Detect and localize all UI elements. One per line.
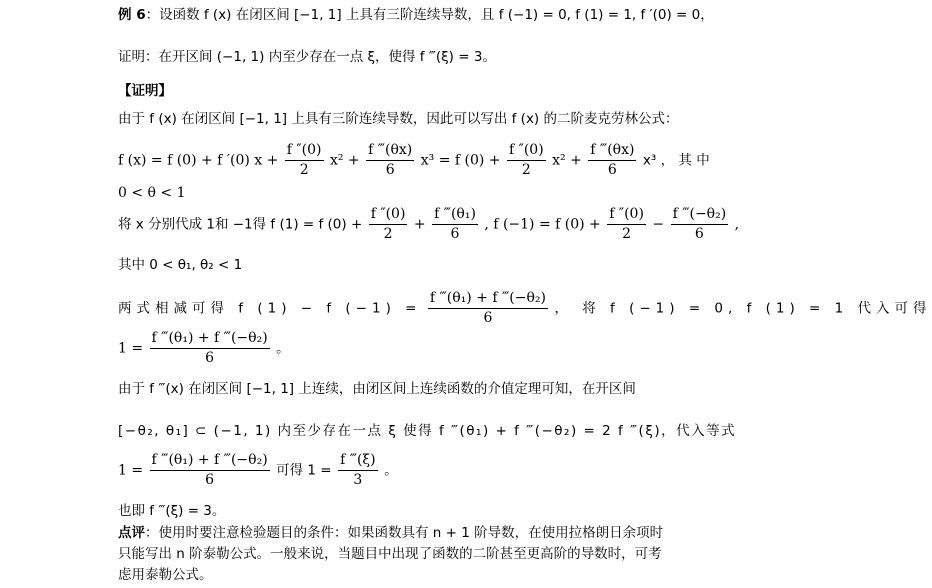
problem-label: 例 6 (118, 7, 146, 23)
formula-part: x³ = f (0) + (420, 152, 501, 169)
formula-part: , f (−1) = f (0) + (484, 216, 601, 233)
final-substitution (118, 452, 398, 489)
fraction (285, 142, 324, 179)
comment-line-2: 只能写出 n 阶泰勒公式。一般来说，当题目中出现了函数的二阶甚至更高阶的导数时，可考 (118, 546, 662, 562)
numerator: f ″(0) (507, 142, 546, 161)
comment-text: ：使用时要注意检验题目的条件：如果函数具有 n + 1 阶导数，在使用拉格朗日余项时 (145, 525, 664, 541)
comment-line-3: 虑用泰勒公式。 (118, 567, 213, 583)
numerator: f ‴(θ₁) + f ‴(−θ₂) (428, 290, 548, 309)
numerator: f ‴(θx) (588, 142, 636, 161)
substitution-formula (118, 206, 739, 243)
theta-conditions: 其中 0 < θ₁, θ₂ < 1 (118, 257, 243, 273)
result-formula (118, 330, 290, 367)
proof-intro: 由于 f (x) 在闭区间 [−1, 1] 上具有三阶连续导数，因此可以写出 f (x) 的二阶麦克劳林公式： (118, 111, 679, 127)
formula-part: − (652, 216, 665, 233)
fraction (366, 142, 414, 179)
fraction (671, 206, 729, 243)
denominator: 6 (450, 226, 460, 242)
denominator: 6 (607, 162, 617, 178)
subtraction-formula (118, 290, 932, 327)
denominator: 2 (383, 226, 393, 242)
proof-heading: 【证明】 (118, 83, 172, 99)
numerator: f ‴(θ₁) + f ‴(−θ₂) (150, 330, 270, 349)
formula-part: + (413, 216, 426, 233)
formula-part: x² + (552, 152, 582, 169)
formula-part: x² + (329, 152, 360, 169)
numerator: f ″(0) (285, 142, 324, 161)
denominator: 6 (205, 472, 215, 488)
formula-part: 可得 1 = (276, 462, 332, 479)
maclaurin-formula (118, 142, 710, 179)
denominator: 6 (205, 350, 215, 366)
numerator: f ‴(θx) (366, 142, 414, 161)
fraction (150, 330, 270, 367)
conclusion: 也即 f ‴(ξ) = 3。 (118, 503, 226, 519)
numerator: f ‴(θ₁) (432, 206, 478, 225)
comment-label: 点评 (118, 525, 145, 541)
fraction (588, 142, 636, 179)
numerator: f ‴(θ₁) + f ‴(−θ₂) (150, 452, 270, 471)
formula-part: 两式相减可得 f (1) − f (−1) = (118, 300, 422, 317)
formula-part: 1 = (118, 462, 144, 479)
fraction (507, 142, 546, 179)
denominator: 6 (694, 226, 704, 242)
formula-part: , (734, 216, 740, 233)
formula-part: f (x) = f (0) + f ′(0) x + (118, 152, 279, 169)
formula-part: ， 将 f (−1) = 0, f (1) = 1 代入可得 (554, 300, 932, 317)
continuity-text: 由于 f ‴(x) 在闭区间 [−1, 1] 上连续，由闭区间上连续函数的介值定理可知，在开区间 (118, 381, 636, 397)
fraction (428, 290, 548, 327)
fraction (432, 206, 478, 243)
formula-part: x³ ， 其 中 (642, 152, 710, 169)
numerator: f ″(0) (607, 206, 646, 225)
formula-part: 。 (384, 462, 398, 479)
formula-part: 将 x 分别代成 1和 −1得 f (1) = f (0) + (118, 216, 363, 233)
formula-part: 1 = (118, 340, 144, 357)
problem-statement (118, 6, 714, 24)
comment-line-1 (118, 524, 663, 542)
numerator: f ‴(−θ₂) (671, 206, 729, 225)
intermediate-value-text: [−θ₂, θ₁] ⊂ (−1, 1) 内至少存在一点 ξ 使得 f ‴(θ₁) + f ‴(−θ₂) = 2 f ‴(ξ)，代入等式 (118, 423, 737, 439)
denominator: 6 (385, 162, 395, 178)
denominator: 2 (622, 226, 632, 242)
problem-text: ：设函数 f (x) 在闭区间 [−1, 1] 上具有三阶连续导数，且 f (−1) = 0, f (1) = 1, f ′(0) = 0， (145, 7, 714, 23)
fraction (369, 206, 408, 243)
fraction (150, 452, 270, 489)
denominator: 2 (299, 162, 309, 178)
numerator: f ‴(ξ) (338, 452, 378, 471)
denominator: 2 (521, 162, 531, 178)
denominator: 6 (483, 310, 493, 326)
claim-text: 证明：在开区间 (−1, 1) 内至少存在一点 ξ，使得 f ‴(ξ) = 3。 (118, 49, 496, 65)
formula-part: 。 (276, 340, 290, 357)
numerator: f ″(0) (369, 206, 408, 225)
theta-range: 0 < θ < 1 (118, 185, 186, 201)
denominator: 3 (353, 472, 363, 488)
fraction (338, 452, 378, 489)
fraction (607, 206, 646, 243)
